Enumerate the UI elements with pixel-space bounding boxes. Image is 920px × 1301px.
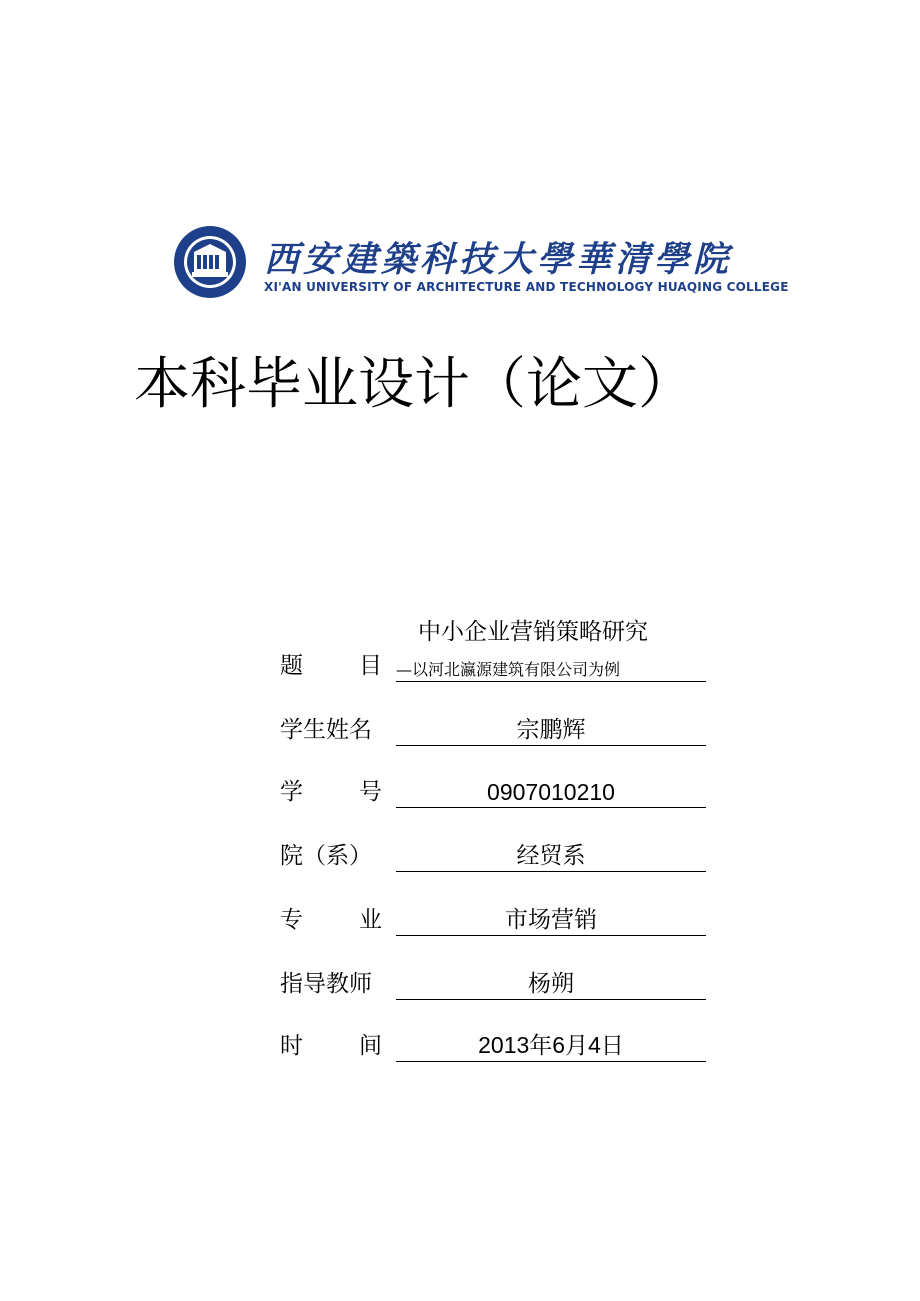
school-name-cn: 西安建築科技大學華清學院 [264,239,733,280]
department: 经贸系 [516,843,586,869]
field-underline [396,999,706,1000]
thesis-title-sub: —以河北瀛源建筑有限公司为例 [396,660,621,679]
field-underline [396,807,706,808]
field-department [280,832,710,872]
field-label-time: 时 间 [280,1033,382,1059]
field-label-title: 题 目 [280,653,382,679]
student-name: 宗鹏辉 [516,717,586,743]
major: 市场营销 [505,907,597,933]
date: 2013年6月4日 [478,1032,624,1058]
field-underline [396,681,706,682]
school-name-en: XI'AN UNIVERSITY OF ARCHITECTURE AND TECHNOLOGY HUAQING COLLEGE [264,280,789,294]
field-time [280,1022,710,1062]
student-id: 0907010210 [487,779,615,805]
field-label-major: 专 业 [280,907,382,933]
thesis-title-main: 中小企业营销策略研究 [418,619,648,645]
university-logo [172,222,789,302]
field-underline [396,745,706,746]
field-underline [396,871,706,872]
field-student-name [280,706,710,746]
field-advisor [280,960,710,1000]
field-label-student-id: 学 号 [280,779,382,805]
field-label-student-name: 学生姓名 [280,717,372,743]
field-major [280,896,710,936]
field-title [280,642,710,682]
field-underline [396,935,706,936]
field-label-department: 院（系） [280,843,372,869]
document-title: 本科毕业设计（论文） [134,352,694,417]
university-seal-icon [172,224,248,300]
field-label-advisor: 指导教师 [280,971,372,997]
field-underline [396,1061,706,1062]
advisor: 杨朔 [528,971,574,997]
field-student-id [280,768,710,808]
